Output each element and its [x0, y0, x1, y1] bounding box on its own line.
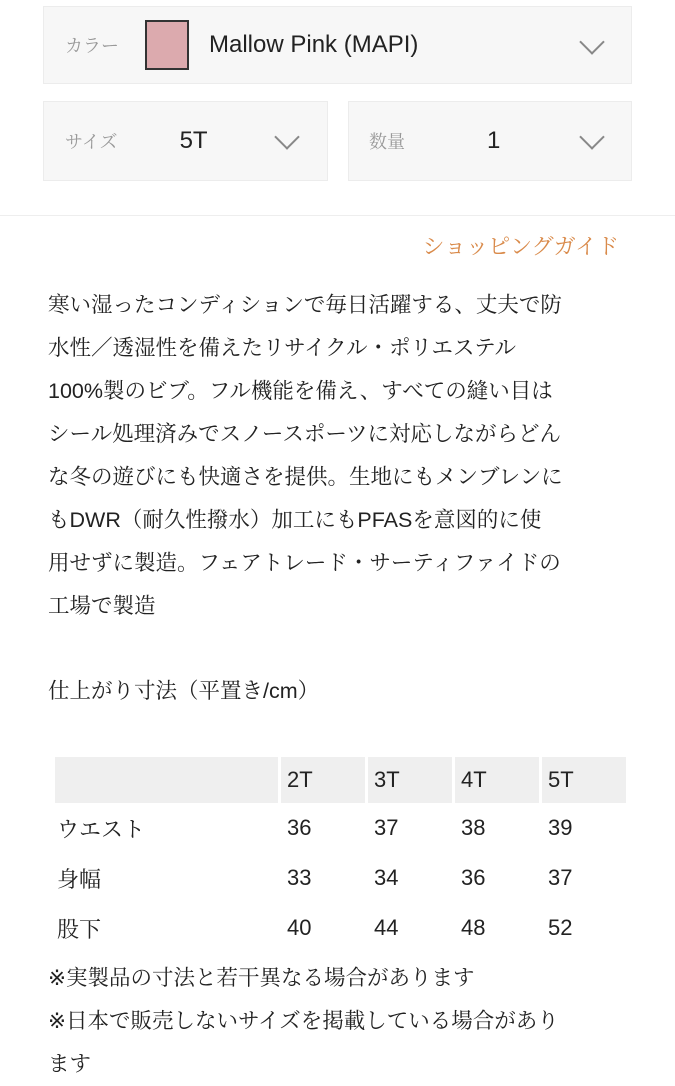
description-line: な冬の遊びにも快適さを提供。生地にもメンブレンに	[48, 465, 563, 489]
divider	[0, 215, 675, 216]
note-line: ます	[48, 1052, 92, 1076]
table-header	[55, 757, 626, 803]
size-label: サイズ	[65, 132, 118, 152]
header-cell: 2T	[281, 757, 365, 803]
description-line: シール処理済みでスノースポーツに対応しながらどん	[48, 422, 561, 446]
chevron-down-icon	[274, 124, 299, 149]
table-row	[55, 903, 626, 953]
description-line: 100%製のビブ。フル機能を備え、すべての縫い目は	[48, 379, 553, 403]
description-line: 寒い湿ったコンディションで毎日活躍する、丈夫で防	[48, 293, 562, 317]
color-value: Mallow Pink (MAPI)	[209, 31, 419, 58]
cell: 37	[548, 865, 573, 890]
cell: 40	[287, 915, 312, 940]
cell: 38	[461, 815, 486, 840]
note-line: ※日本で販売しないサイズを掲載している場合があり	[48, 1009, 559, 1033]
header-cell: 4T	[455, 757, 539, 803]
description-line: 工場で製造	[48, 594, 156, 618]
chevron-down-icon	[579, 124, 604, 149]
row-label: 身幅	[57, 866, 102, 892]
cell: 36	[287, 815, 312, 840]
cell: 33	[287, 865, 312, 890]
color-label: カラー	[65, 36, 119, 56]
description-line: 水性／透湿性を備えたリサイクル・ポリエステル	[48, 336, 517, 360]
description-line: 用せずに製造。フェアトレード・サーティファイドの	[48, 551, 561, 575]
cell: 36	[461, 865, 486, 890]
cell: 44	[374, 915, 399, 940]
color-swatch	[145, 20, 189, 70]
note-line: ※実製品の寸法と若干異なる場合があります	[48, 966, 475, 990]
cell: 34	[374, 865, 399, 890]
cell: 37	[374, 815, 399, 840]
quantity-select[interactable]	[348, 101, 632, 181]
row-label: 股下	[57, 916, 102, 942]
size-notes	[48, 957, 559, 1086]
cell: 52	[548, 915, 573, 940]
size-value: 5T	[179, 127, 208, 154]
header-cell	[55, 757, 278, 803]
shopping-guide-link[interactable]: ショッピングガイド	[422, 234, 619, 259]
size-table	[52, 757, 629, 953]
size-chart-title: 仕上がり寸法（平置き/cm）	[48, 679, 320, 703]
header-cell: 3T	[368, 757, 452, 803]
description-line: もDWR（耐久性撥水）加工にもPFASを意図的に使	[48, 508, 542, 532]
table-row	[55, 803, 626, 853]
color-select[interactable]	[43, 6, 632, 84]
quantity-label: 数量	[369, 132, 405, 152]
table-row	[55, 853, 626, 903]
chevron-down-icon	[579, 29, 604, 54]
quantity-value: 1	[487, 127, 501, 154]
cell: 48	[461, 915, 486, 940]
cell: 39	[548, 815, 573, 840]
size-select[interactable]	[43, 101, 328, 181]
header-cell: 5T	[542, 757, 626, 803]
product-description	[48, 284, 563, 628]
row-label: ウエスト	[57, 816, 146, 842]
